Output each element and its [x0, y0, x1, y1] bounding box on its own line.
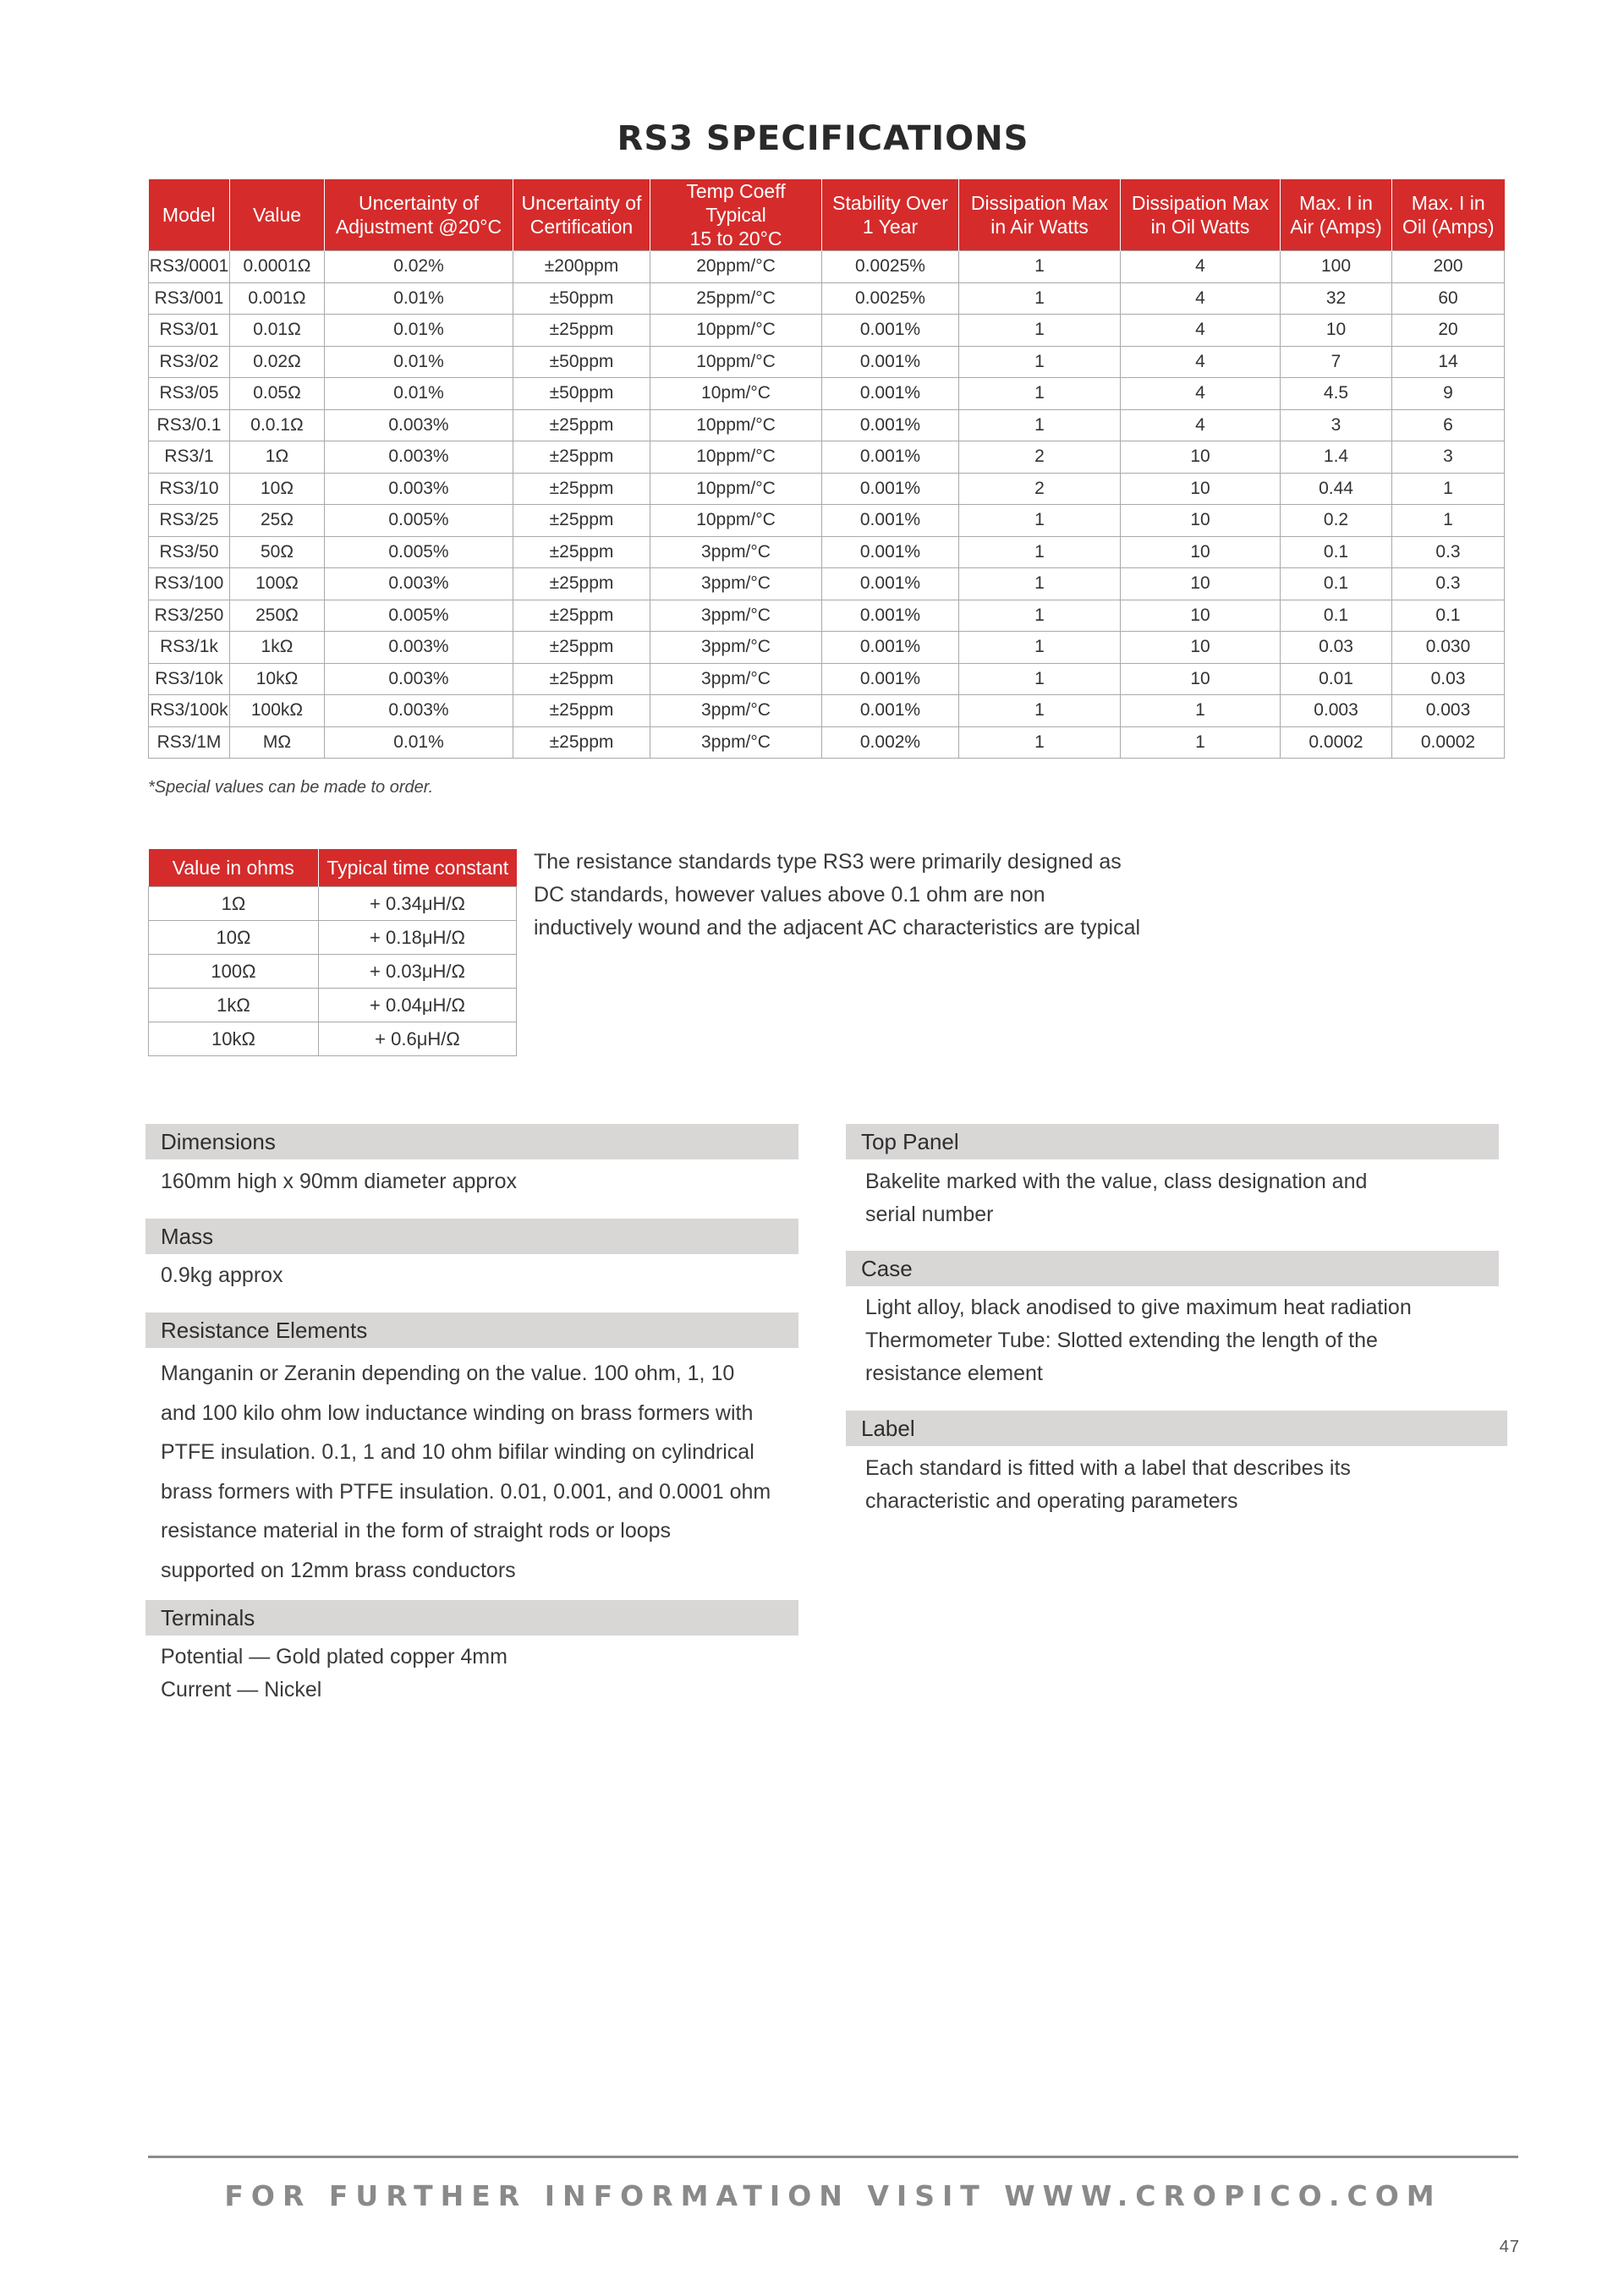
table-cell: 0.0025% [822, 282, 959, 315]
body-line: Manganin or Zeranin depending on the value. 100 ohm, 1, 10 [161, 1362, 735, 1385]
table-cell: 0.001% [822, 409, 959, 441]
body-line: Thermometer Tube: Slotted extending the length of the [865, 1329, 1378, 1352]
table-row [149, 346, 1505, 378]
section-body-label [865, 1452, 1351, 1518]
table-cell: 1 [959, 695, 1121, 727]
table-row [149, 695, 1505, 727]
header-line: Stability Over [832, 192, 948, 214]
table-cell: 6 [1392, 409, 1505, 441]
table-cell: RS3/1M [149, 726, 230, 759]
section-heading-case: Case [846, 1251, 1499, 1286]
table-cell: 4.5 [1281, 378, 1392, 410]
column-header: Value in ohms [149, 849, 319, 887]
table-cell: 0.001% [822, 441, 959, 474]
table-cell: 0.2 [1281, 505, 1392, 537]
table-cell: 0.003% [325, 473, 513, 505]
table-cell: ±25ppm [513, 695, 650, 727]
table-cell: RS3/02 [149, 346, 230, 378]
table-cell: RS3/100 [149, 568, 230, 600]
table-cell: 1 [959, 663, 1121, 695]
table-cell: 25Ω [230, 505, 325, 537]
table-cell: ±25ppm [513, 632, 650, 664]
table-row [149, 726, 1505, 759]
header-line: Max. I in [1411, 192, 1485, 214]
table-cell: ±50ppm [513, 378, 650, 410]
header-line: Value [252, 204, 302, 226]
table-row [149, 505, 1505, 537]
column-header [1121, 179, 1281, 251]
header-line: Uncertainty of [521, 192, 642, 214]
table-cell: ±50ppm [513, 282, 650, 315]
header-line: Certification [529, 216, 634, 238]
page-number: 47 [1499, 2238, 1520, 2256]
table-cell: + 0.18μH/Ω [319, 921, 517, 955]
table-cell: 0.001% [822, 663, 959, 695]
table-cell: 14 [1392, 346, 1505, 378]
table-row [149, 663, 1505, 695]
table-cell: 0.001% [822, 473, 959, 505]
table-cell: 20ppm/°C [650, 251, 822, 283]
column-header [1392, 179, 1505, 251]
body-line: and 100 kilo ohm low inductance winding on brass formers with [161, 1400, 754, 1425]
section-heading-label: Label [846, 1411, 1507, 1446]
table-cell: 100Ω [149, 955, 319, 989]
column-header [1281, 179, 1392, 251]
table-cell: 10kΩ [230, 663, 325, 695]
section-body-terminals [161, 1641, 508, 1707]
body-line: Light alloy, black anodised to give maximum heat radiation [865, 1296, 1412, 1319]
table-row [149, 1022, 517, 1056]
table-cell: 3ppm/°C [650, 600, 822, 632]
table-cell: 10ppm/°C [650, 315, 822, 347]
header-line: 1 Year [862, 216, 919, 238]
table-row [149, 441, 1505, 474]
header-line: in Air Watts [990, 216, 1089, 238]
table-cell: 0.0002 [1392, 726, 1505, 759]
table-cell: 10Ω [230, 473, 325, 505]
section-body-top-panel [865, 1165, 1367, 1231]
table-cell: 10 [1121, 505, 1281, 537]
table-cell: 0.02% [325, 251, 513, 283]
table-cell: 0.001% [822, 315, 959, 347]
table-cell: 10ppm/°C [650, 346, 822, 378]
table-cell: 1.4 [1281, 441, 1392, 474]
table-cell: 0.003% [325, 441, 513, 474]
page-title: RS3 SPECIFICATIONS [617, 119, 1029, 158]
table-cell: 4 [1121, 346, 1281, 378]
table-cell: RS3/10 [149, 473, 230, 505]
table-cell: 1 [959, 600, 1121, 632]
table-cell: + 0.34μH/Ω [319, 887, 517, 921]
table-cell: 0.0001Ω [230, 251, 325, 283]
table-cell: RS3/10k [149, 663, 230, 695]
table-row [149, 887, 517, 921]
table-cell: 0.01% [325, 346, 513, 378]
table-cell: 0.05Ω [230, 378, 325, 410]
header-line: Model [162, 204, 216, 226]
header-line: Dissipation Max [1131, 192, 1270, 214]
table-cell: + 0.6μH/Ω [319, 1022, 517, 1056]
table-cell: 100Ω [230, 568, 325, 600]
table-cell: 0.005% [325, 536, 513, 568]
table-cell: 1 [959, 282, 1121, 315]
table-cell: 0.3 [1392, 568, 1505, 600]
table-row [149, 568, 1505, 600]
table-cell: 1Ω [149, 887, 319, 921]
table-cell: 0.01% [325, 726, 513, 759]
table-row [149, 251, 1505, 283]
table-header-row [149, 179, 1505, 251]
table-cell: 1kΩ [230, 632, 325, 664]
table-cell: 4 [1121, 251, 1281, 283]
table-cell: 1 [1121, 726, 1281, 759]
table-cell: 10 [1121, 473, 1281, 505]
table-cell: ±25ppm [513, 600, 650, 632]
table-cell: RS3/1 [149, 441, 230, 474]
table-cell: 100kΩ [230, 695, 325, 727]
table-cell: 0.01% [325, 315, 513, 347]
table-cell: 32 [1281, 282, 1392, 315]
table-cell: 0.01 [1281, 663, 1392, 695]
section-heading-terminals: Terminals [145, 1600, 798, 1636]
body-line: Potential — Gold plated copper 4mm [161, 1645, 508, 1669]
body-line: Each standard is fitted with a label that describes its [865, 1456, 1351, 1480]
table-cell: 10 [1121, 600, 1281, 632]
table-cell: 10 [1121, 663, 1281, 695]
table-cell: MΩ [230, 726, 325, 759]
table-cell: 1kΩ [149, 989, 319, 1022]
table-cell: 1 [959, 315, 1121, 347]
table-cell: 0.001% [822, 378, 959, 410]
table-row [149, 315, 1505, 347]
table-cell: 0.003 [1392, 695, 1505, 727]
table-cell: 10kΩ [149, 1022, 319, 1056]
table-row [149, 955, 517, 989]
table-row [149, 632, 1505, 664]
section-body-case [865, 1291, 1412, 1390]
table-cell: RS3/05 [149, 378, 230, 410]
table-cell: 10ppm/°C [650, 441, 822, 474]
table-cell: RS3/100k [149, 695, 230, 727]
table-cell: ±25ppm [513, 536, 650, 568]
table-cell: 0.003% [325, 632, 513, 664]
body-line: resistance element [865, 1362, 1043, 1385]
table-cell: 1 [959, 536, 1121, 568]
table-cell: 100 [1281, 251, 1392, 283]
header-line: Max. I in [1299, 192, 1373, 214]
specifications-table [148, 179, 1505, 759]
table-cell: ±25ppm [513, 663, 650, 695]
table-cell: 3ppm/°C [650, 568, 822, 600]
table-cell: 3ppm/°C [650, 726, 822, 759]
special-values-note: *Special values can be made to order. [148, 778, 434, 797]
table-cell: ±50ppm [513, 346, 650, 378]
table-cell: 0.0025% [822, 251, 959, 283]
section-heading-mass: Mass [145, 1219, 798, 1254]
table-cell: ±25ppm [513, 568, 650, 600]
header-line: Oil (Amps) [1402, 216, 1495, 238]
section-heading-resistance-elements: Resistance Elements [145, 1312, 798, 1348]
table-cell: 4 [1121, 282, 1281, 315]
body-line: Current — Nickel [161, 1678, 322, 1701]
table-cell: 10pm/°C [650, 378, 822, 410]
table-cell: 1 [959, 346, 1121, 378]
body-line: 0.9kg approx [161, 1263, 283, 1287]
table-cell: 200 [1392, 251, 1505, 283]
table-cell: 0.030 [1392, 632, 1505, 664]
table-cell: 10 [1121, 536, 1281, 568]
table-cell: 10 [1121, 632, 1281, 664]
table-cell: 0.3 [1392, 536, 1505, 568]
header-line: 15 to 20°C [689, 227, 782, 249]
table-cell: 20 [1392, 315, 1505, 347]
table-cell: 0.03 [1392, 663, 1505, 695]
table-cell: ±25ppm [513, 409, 650, 441]
table-cell: 3ppm/°C [650, 632, 822, 664]
table-cell: 1 [959, 251, 1121, 283]
table-cell: 0.001% [822, 568, 959, 600]
table-row [149, 600, 1505, 632]
table-cell: 250Ω [230, 600, 325, 632]
table-cell: 1 [959, 505, 1121, 537]
table-cell: 0.001% [822, 695, 959, 727]
table-cell: 60 [1392, 282, 1505, 315]
table-cell: 0.003% [325, 409, 513, 441]
table-cell: RS3/0.1 [149, 409, 230, 441]
table-cell: 0.001% [822, 600, 959, 632]
table-cell: 0.001% [822, 505, 959, 537]
table-cell: 0.01Ω [230, 315, 325, 347]
table-cell: 3ppm/°C [650, 695, 822, 727]
table-cell: 1 [959, 726, 1121, 759]
paragraph-line: DC standards, however values above 0.1 ohm are non [534, 883, 1045, 907]
table-cell: 3ppm/°C [650, 536, 822, 568]
header-line: Temp Coeff Typical [686, 180, 786, 226]
table-row [149, 409, 1505, 441]
header-line: Adjustment @20°C [335, 216, 502, 238]
header-line: in Oil Watts [1150, 216, 1250, 238]
table-cell: 1 [1392, 505, 1505, 537]
table-cell: 0.001% [822, 536, 959, 568]
table-cell: 9 [1392, 378, 1505, 410]
table-cell: RS3/0001 [149, 251, 230, 283]
table-row [149, 378, 1505, 410]
table-cell: + 0.03μH/Ω [319, 955, 517, 989]
table-cell: 2 [959, 441, 1121, 474]
table-cell: 10 [1281, 315, 1392, 347]
table-cell: 0.0002 [1281, 726, 1392, 759]
paragraph-line: The resistance standards type RS3 were primarily designed as [534, 850, 1122, 874]
body-line: 160mm high x 90mm diameter approx [161, 1170, 518, 1193]
table-cell: 4 [1121, 378, 1281, 410]
body-line: supported on 12mm brass conductors [161, 1558, 516, 1582]
column-header [513, 179, 650, 251]
table-cell: 10ppm/°C [650, 409, 822, 441]
table-cell: 0.003% [325, 695, 513, 727]
section-body-mass [161, 1259, 283, 1292]
table-cell: 0.0.1Ω [230, 409, 325, 441]
table-cell: 10 [1121, 441, 1281, 474]
table-cell: 1 [959, 632, 1121, 664]
table-row [149, 536, 1505, 568]
table-cell: 3 [1392, 441, 1505, 474]
table-cell: 0.03 [1281, 632, 1392, 664]
table-row [149, 989, 517, 1022]
table-cell: 10 [1121, 568, 1281, 600]
table-row [149, 473, 1505, 505]
body-line: serial number [865, 1203, 994, 1226]
table-cell: + 0.04μH/Ω [319, 989, 517, 1022]
table-cell: 1 [959, 378, 1121, 410]
table-cell: 25ppm/°C [650, 282, 822, 315]
table-cell: 0.003% [325, 663, 513, 695]
table-header-row [149, 849, 517, 887]
table-cell: 0.1 [1281, 568, 1392, 600]
header-line: Dissipation Max [970, 192, 1109, 214]
section-body-resistance-elements [161, 1354, 771, 1591]
header-line: Uncertainty of [359, 192, 479, 214]
table-cell: 1 [1392, 473, 1505, 505]
table-cell: 0.01% [325, 378, 513, 410]
table-cell: 1 [959, 409, 1121, 441]
table-cell: 50Ω [230, 536, 325, 568]
section-heading-dimensions: Dimensions [145, 1124, 798, 1159]
table-cell: 0.003% [325, 568, 513, 600]
table-cell: 0.1 [1281, 536, 1392, 568]
table-cell: RS3/001 [149, 282, 230, 315]
column-header [959, 179, 1121, 251]
table-cell: 0.001Ω [230, 282, 325, 315]
column-header [822, 179, 959, 251]
table-cell: 0.005% [325, 505, 513, 537]
table-cell: ±25ppm [513, 473, 650, 505]
table-cell: RS3/01 [149, 315, 230, 347]
table-cell: 10Ω [149, 921, 319, 955]
table-cell: 7 [1281, 346, 1392, 378]
body-line: characteristic and operating parameters [865, 1489, 1238, 1513]
table-cell: 0.001% [822, 632, 959, 664]
footer-website-text: FOR FURTHER INFORMATION VISIT WWW.CROPICO.COM [224, 2179, 1442, 2212]
table-cell: 2 [959, 473, 1121, 505]
header-line: Air (Amps) [1290, 216, 1382, 238]
table-cell: 1Ω [230, 441, 325, 474]
table-cell: 0.005% [325, 600, 513, 632]
body-line: resistance material in the form of straight rods or loops [161, 1519, 672, 1543]
table-cell: ±200ppm [513, 251, 650, 283]
column-header [149, 179, 230, 251]
section-body-dimensions [161, 1165, 517, 1198]
table-row [149, 282, 1505, 315]
table-cell: 4 [1121, 315, 1281, 347]
table-cell: 0.02Ω [230, 346, 325, 378]
paragraph-line: inductively wound and the adjacent AC characteristics are typical [534, 916, 1141, 940]
table-cell: 0.1 [1281, 600, 1392, 632]
table-cell: RS3/1k [149, 632, 230, 664]
table-cell: ±25ppm [513, 315, 650, 347]
table-cell: 3ppm/°C [650, 663, 822, 695]
table-cell: 1 [959, 568, 1121, 600]
section-heading-top-panel: Top Panel [846, 1124, 1499, 1159]
table-cell: RS3/50 [149, 536, 230, 568]
table-cell: 10ppm/°C [650, 473, 822, 505]
time-constant-table [148, 849, 517, 1056]
body-line: Bakelite marked with the value, class designation and [865, 1170, 1368, 1193]
table-cell: 0.01% [325, 282, 513, 315]
table-cell: 3 [1281, 409, 1392, 441]
table-cell: 1 [1121, 695, 1281, 727]
column-header: Typical time constant [319, 849, 517, 887]
column-header [230, 179, 325, 251]
table-cell: 0.003 [1281, 695, 1392, 727]
table-cell: 4 [1121, 409, 1281, 441]
table-cell: ±25ppm [513, 726, 650, 759]
table-cell: ±25ppm [513, 505, 650, 537]
table-cell: 0.44 [1281, 473, 1392, 505]
footer-divider [148, 2156, 1518, 2158]
table-cell: 10ppm/°C [650, 505, 822, 537]
table-row [149, 921, 517, 955]
column-header [325, 179, 513, 251]
table-cell: 0.002% [822, 726, 959, 759]
table-cell: 0.001% [822, 346, 959, 378]
table-cell: ±25ppm [513, 441, 650, 474]
body-line: brass formers with PTFE insulation. 0.01, 0.001, and 0.0001 ohm [161, 1479, 771, 1504]
table-cell: RS3/25 [149, 505, 230, 537]
column-header [650, 179, 822, 251]
table-cell: RS3/250 [149, 600, 230, 632]
ac-characteristics-paragraph [534, 846, 1177, 945]
body-line: PTFE insulation. 0.1, 1 and 10 ohm bifilar winding on cylindrical [161, 1440, 754, 1465]
table-cell: 0.1 [1392, 600, 1505, 632]
